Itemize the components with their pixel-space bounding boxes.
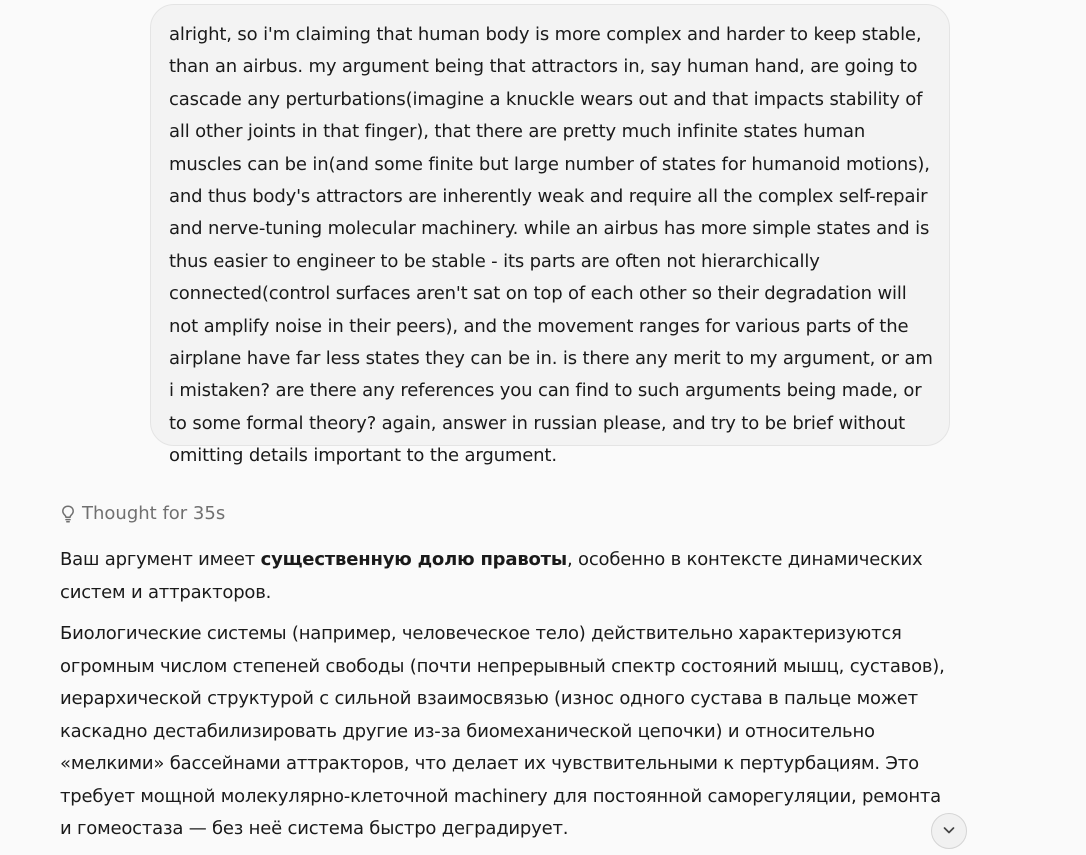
thought-label: Thought for 35s	[82, 503, 226, 524]
chevron-down-icon	[942, 822, 956, 841]
assistant-bold-text: существенную долю правоты	[260, 549, 567, 570]
user-message-bubble	[150, 4, 950, 467]
scroll-to-bottom-button[interactable]	[931, 813, 967, 849]
user-message-text: alright, so i'm claiming that human body is more complex and harder to keep stable, than an airbus. my argument being that attractors in, say human hand, are going to cascade any perturbations(imagine a knuckle wears out and that impacts stability of all other joints in that finger), that there are pretty much infinite states human muscles can be in(and some finite but large number of states for humanoid motions), and thus body's attractors are inherently weak and require all the complex self-repair and nerve-tuning molecular machinery. while an airbus has more simple states and is thus easier to engineer to be stable - its parts are often not hierarchically connected(control surfaces aren't sat on top of each other so their degradation will not amplify noise in their peers), and the movement ranges for various parts of the airplane have far less states they can be in. is there any merit to my argument, or am i mistaken? are there any references you can find to such arguments being made, or to some formal theory? again, answer in russian please, and try to be brief without omitting details important to the argument.	[169, 24, 933, 467]
assistant-message	[60, 544, 950, 855]
assistant-text: , особенно в контексте динамических систем и аттракторов.	[60, 549, 923, 603]
assistant-text: Ваш аргумент имеет	[60, 549, 261, 570]
lightbulb-icon	[60, 504, 76, 524]
assistant-paragraph-2: Биологические системы (например, человеческое тело) действительно характеризуются огромным числом степеней свободы (почти непрерывный спектр состояний мышц, суставов), иерархической структурой с сильной взаимосвязью (износ одного сустава в пальце может каскадно дестабилизировать другие из-за биомеханической цепочки) и относительно «мелкими» бассейнами аттракторов, что делает их чувствительными к пертурбациям. Это требует мощной молекулярно-клеточной machinery для постоянной саморегуляции, ремонта и гомеостаза — без неё система быстро деградирует.	[60, 623, 945, 839]
assistant-paragraph-1	[60, 544, 950, 609]
thought-indicator[interactable]	[60, 501, 225, 527]
